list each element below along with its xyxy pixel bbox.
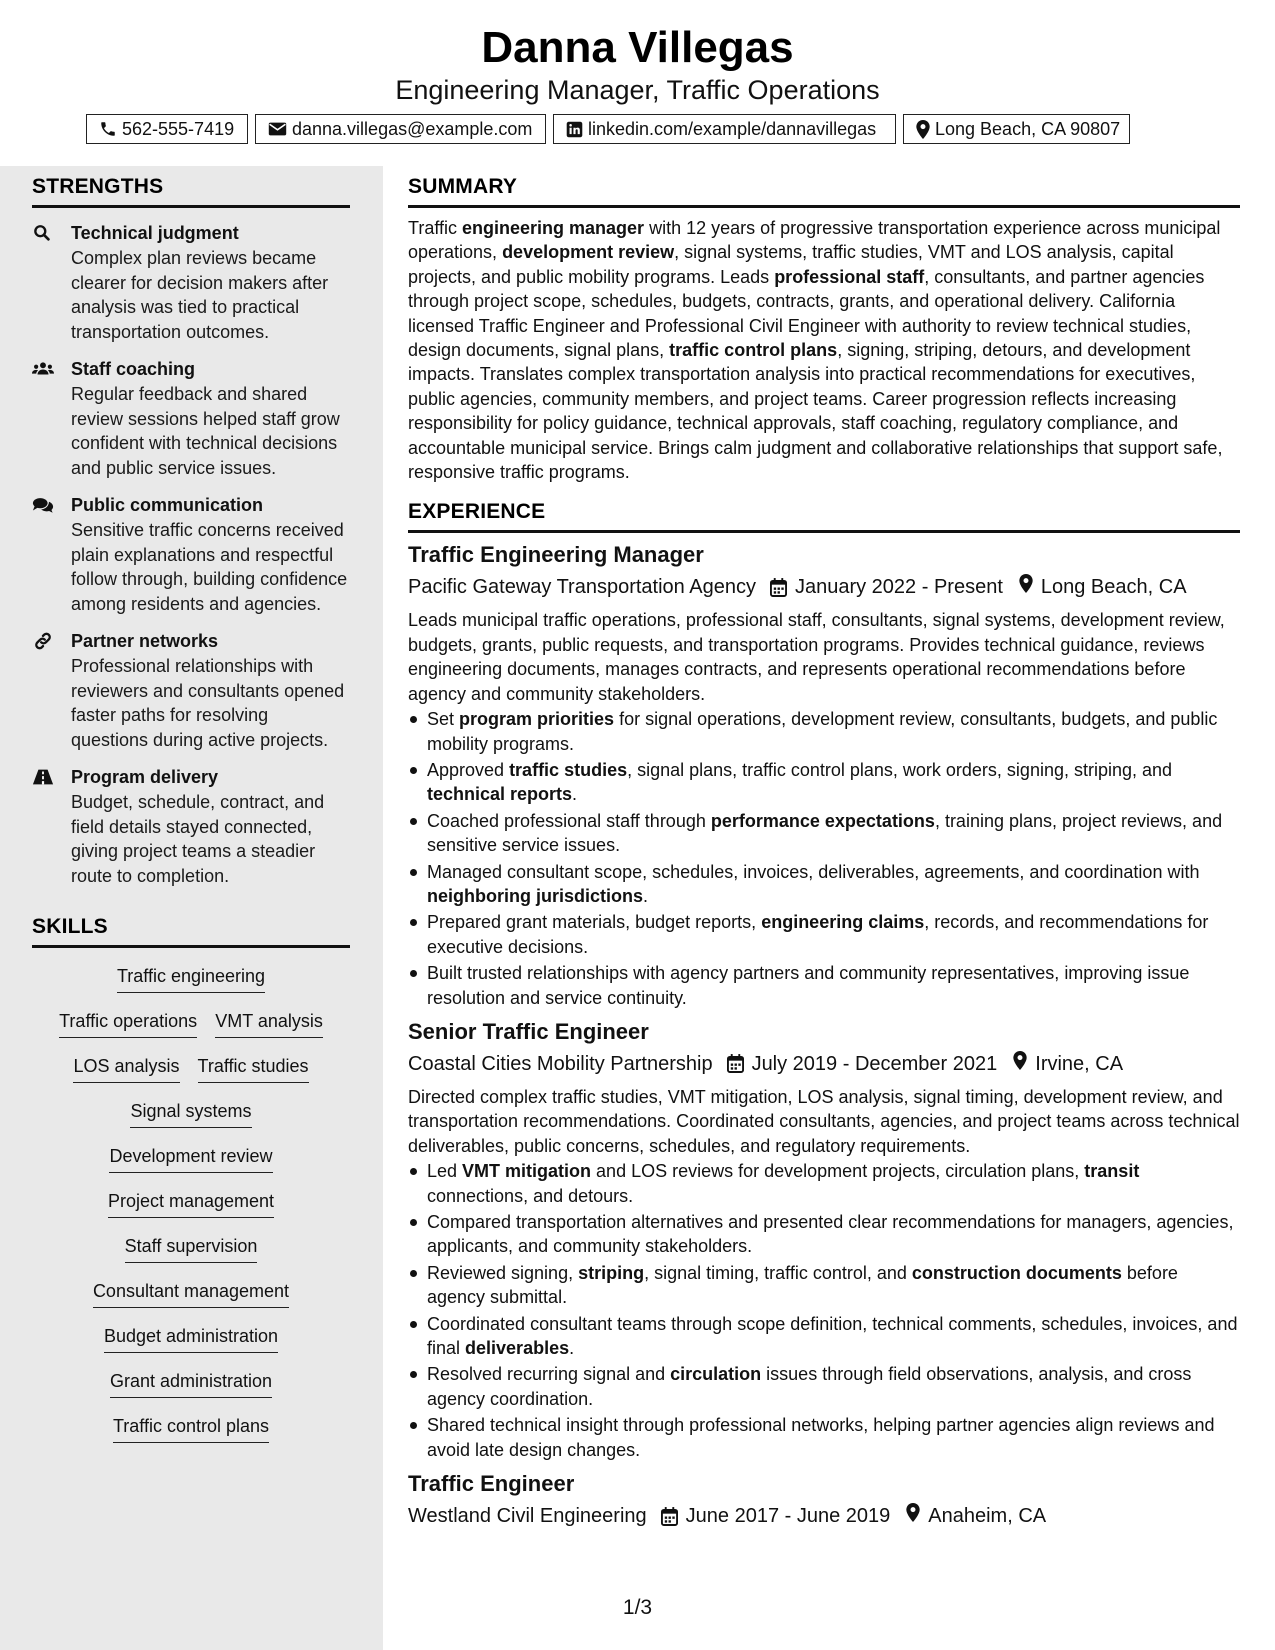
- job-bullet: [408, 758, 1240, 807]
- skill-row: [32, 1271, 350, 1316]
- summary-keyword: engineering manager: [462, 218, 645, 238]
- job-meta: [408, 1049, 1240, 1079]
- strength-item: [32, 357, 350, 480]
- job-bullet: [408, 809, 1240, 858]
- contact-phone-text: 562-555-7419: [122, 118, 235, 139]
- job-bullet: [408, 961, 1240, 1010]
- bullet-text: Shared technical insight through professional networks, helping partner agencies align reviews and avoid late design changes.: [427, 1415, 1215, 1460]
- map-pin-icon: [1019, 574, 1033, 593]
- candidate-title: Engineering Manager, Traffic Operations: [395, 75, 880, 105]
- job-bullet: [408, 1159, 1240, 1208]
- job-entry: [408, 1469, 1240, 1531]
- phone-icon: [99, 120, 117, 138]
- job-bullets: [408, 707, 1240, 1010]
- skill-tag: Traffic operations: [59, 1009, 197, 1038]
- bullet-text: before agency submittal.: [427, 1262, 1178, 1308]
- contact-email-text: danna.villegas@example.com: [292, 118, 533, 139]
- job-title: Traffic Engineering Manager: [408, 542, 704, 568]
- job-description: Leads municipal traffic operations, professional staff, consultants, signal systems, development review, budgets, grants, public requests, and transportation programs. Provides technical guidance, reviews engineering documents, manages contracts, and represents operational recommendations before agency and community stakeholders.: [408, 610, 1225, 704]
- skill-tag: Traffic engineering: [117, 964, 265, 993]
- experience-heading: EXPERIENCE: [408, 499, 1240, 533]
- strength-title: Technical judgment: [71, 223, 239, 243]
- job-location-wrap: [1003, 572, 1041, 602]
- job-entry: [408, 1017, 1240, 1462]
- job-bullet: [408, 910, 1240, 959]
- bullet-keyword: transit: [1084, 1161, 1140, 1182]
- skill-tag: Traffic studies: [198, 1054, 309, 1083]
- skill-tag: Staff supervision: [125, 1234, 258, 1263]
- map-pin-icon: [916, 120, 930, 139]
- job-location: Irvine, CA: [1035, 1052, 1124, 1075]
- bullet-text: and LOS reviews for development projects, circulation plans,: [591, 1161, 1085, 1182]
- strength-desc: Sensitive traffic concerns received plain explanations and respectful follow through, building confidence among residents and agencies.: [71, 520, 348, 614]
- contact-linkedin[interactable]: [553, 114, 896, 144]
- bullet-text: .: [572, 784, 578, 805]
- bullet-text: Compared transportation alternatives and presented clear recommendations for managers, agencies, applicants, and community stakeholders.: [427, 1212, 1234, 1257]
- bullet-text: , training plans, project reviews, and sensitive service issues.: [427, 810, 1223, 856]
- strength-item: [32, 765, 350, 888]
- search-icon: [32, 224, 54, 242]
- contact-phone[interactable]: [86, 114, 248, 144]
- linkedin-icon: [566, 121, 583, 138]
- job-bullets: [408, 1159, 1240, 1462]
- summary-text-part: , signal systems, traffic studies, VMT and LOS analysis, capital projects, and public mobility programs. Leads: [408, 242, 1174, 287]
- job-bullet: [408, 707, 1240, 756]
- skill-row: [32, 1361, 350, 1406]
- road-icon: [32, 768, 54, 786]
- strength-title: Staff coaching: [71, 359, 196, 379]
- job-dates: January 2022 - Present: [794, 576, 1003, 599]
- bullet-keyword: technical reports: [427, 784, 573, 805]
- page-number-text: 1/3: [622, 1596, 653, 1619]
- bullet-text: Built trusted relationships with agency partners and community representatives, improving issue resolution and service continuity.: [427, 963, 1190, 1008]
- skill-row: [32, 1091, 350, 1136]
- summary-text-part: with 12 years of progressive transportation experience across municipal operations,: [408, 218, 1221, 263]
- map-pin-icon: [906, 1503, 920, 1522]
- sidebar: [0, 166, 383, 1650]
- bullet-keyword: VMT mitigation: [462, 1161, 592, 1182]
- bullet-text: Reviewed signing,: [427, 1262, 579, 1283]
- skill-tag: Consultant management: [93, 1279, 289, 1308]
- contact-bar: [86, 114, 1130, 144]
- bullet-text: Led: [427, 1161, 463, 1182]
- strengths-heading: STRENGTHS: [32, 174, 350, 208]
- summary-keyword: traffic control plans: [669, 340, 838, 361]
- job-location: Anaheim, CA: [928, 1505, 1047, 1528]
- contact-location[interactable]: [903, 114, 1130, 144]
- bullet-keyword: engineering claims: [761, 912, 925, 933]
- job-bullet: [408, 1261, 1240, 1310]
- summary-text-part: Traffic: [408, 218, 463, 238]
- strength-item: [32, 493, 350, 616]
- skill-row: [32, 956, 350, 1001]
- job-title: Traffic Engineer: [408, 1471, 575, 1497]
- summary-keyword: professional staff: [774, 266, 925, 287]
- job-company: Coastal Cities Mobility Partnership: [408, 1052, 713, 1075]
- job-bullet: [408, 1362, 1240, 1411]
- page-number: [0, 1596, 1275, 1620]
- summary-text-part: , consultants, and partner agencies through project scope, schedules, budgets, contracts, grants, and operational delivery. California licensed Traffic Engineer and Professional Civil Engineer with authority to review technical studies, design documents, signal plans,: [408, 266, 1205, 361]
- main-content: [408, 166, 1240, 1531]
- bullet-text: Coordinated consultant teams through scope definition, technical comments, schedules, invoices, and final: [427, 1313, 1238, 1359]
- strength-desc: Complex plan reviews became clearer for decision makers after analysis was tied to practical transportation outcomes.: [71, 248, 329, 342]
- skill-row: [32, 1226, 350, 1271]
- strength-title: Partner networks: [71, 631, 219, 651]
- job-meta: [408, 1501, 1240, 1531]
- envelope-icon: [268, 121, 287, 137]
- calendar-icon: [770, 578, 787, 597]
- strengths-section: [32, 174, 350, 1451]
- skill-tag: Project management: [108, 1189, 274, 1218]
- skill-tag: VMT analysis: [215, 1009, 323, 1038]
- bullet-text: .: [569, 1338, 575, 1359]
- job-dates: June 2017 - June 2019: [685, 1505, 891, 1528]
- calendar-icon: [727, 1054, 744, 1073]
- strength-item: [32, 221, 350, 344]
- bullet-text: Managed consultant scope, schedules, invoices, deliverables, agreements, and coordination with: [427, 861, 1200, 882]
- bullet-text: Resolved recurring signal and: [427, 1364, 671, 1385]
- skills-heading: SKILLS: [32, 914, 350, 948]
- strength-item: [32, 629, 350, 752]
- skill-tag: Budget administration: [104, 1324, 278, 1353]
- bullet-text: connections, and detours.: [427, 1185, 634, 1206]
- job-location-wrap: [890, 1501, 928, 1531]
- bullet-text: Coached professional staff through: [427, 810, 711, 831]
- users-icon: [32, 360, 54, 378]
- job-title: Senior Traffic Engineer: [408, 1018, 649, 1044]
- skill-row: [32, 1136, 350, 1181]
- bullet-keyword: neighboring jurisdictions: [427, 885, 643, 906]
- resume-header: [0, 0, 1275, 166]
- summary-text-part: , signing, striping, detours, and development impacts. Translates complex transportation analysis into practical recommendations for executives, public agencies, community members, and project teams. Career progression reflects increasing responsibility for policy guidance, technical approvals, staff coaching, regulatory compliance, and accountable municipal service. Brings calm judgment and collaborative relationships that support safe, responsive traffic programs.: [408, 340, 1223, 483]
- bullet-text: for signal operations, development review, consultants, budgets, and public mobility programs.: [427, 709, 1218, 754]
- strength-desc: Professional relationships with reviewers and consultants opened faster paths for resolving questions during active projects.: [71, 656, 345, 750]
- job-location: Long Beach, CA: [1040, 576, 1187, 599]
- skills-list: [32, 956, 350, 1451]
- job-description: Directed complex traffic studies, VMT mitigation, LOS analysis, signal timing, development review, and transportation recommendations. Coordinated consultants, agencies, and project teams across technical deliverables, public concerns, schedules, and regulatory requirements.: [408, 1086, 1240, 1156]
- bullet-keyword: deliverables: [465, 1338, 570, 1359]
- bullet-text: , records, and recommendations for executive decisions.: [427, 912, 1209, 957]
- strength-desc: Regular feedback and shared review sessions helped staff grow confident with technical decisions and public service issues.: [71, 384, 340, 478]
- contact-linkedin-text: linkedin.com/example/dannavillegas: [588, 118, 877, 139]
- job-bullet: [408, 860, 1240, 909]
- job-bullet: [408, 1210, 1240, 1259]
- bullet-text: , signal plans, traffic control plans, work orders, signing, striping, and: [627, 759, 1173, 780]
- summary-keyword: development review: [502, 242, 675, 263]
- skill-tag: Traffic control plans: [113, 1414, 269, 1443]
- strength-desc: Budget, schedule, contract, and field details stayed connected, giving project teams a steadier route to completion.: [71, 792, 325, 886]
- job-company: Pacific Gateway Transportation Agency: [408, 576, 756, 599]
- job-meta: [408, 572, 1240, 602]
- bullet-keyword: circulation: [670, 1364, 762, 1385]
- bullet-text: .: [643, 885, 649, 906]
- skill-tag: Development review: [109, 1144, 272, 1173]
- skill-tag: LOS analysis: [73, 1054, 179, 1083]
- bullet-text: Approved: [427, 759, 510, 780]
- bullet-text: , signal timing, traffic control, and: [644, 1262, 912, 1283]
- bullet-keyword: striping: [578, 1262, 645, 1283]
- map-pin-icon: [1013, 1051, 1027, 1070]
- calendar-icon: [661, 1507, 678, 1526]
- job-dates: July 2019 - December 2021: [751, 1052, 998, 1075]
- skill-tag: Signal systems: [130, 1099, 251, 1128]
- link-icon: [32, 632, 54, 650]
- skill-tag: Grant administration: [110, 1369, 272, 1398]
- summary-heading: SUMMARY: [408, 174, 1240, 208]
- job-company: Westland Civil Engineering: [408, 1505, 647, 1528]
- skill-row: [32, 1316, 350, 1361]
- job-location-wrap: [997, 1049, 1035, 1079]
- bullet-keyword: traffic studies: [509, 759, 628, 780]
- skill-row: [32, 1181, 350, 1226]
- skill-row: [32, 1046, 350, 1091]
- strength-title: Public communication: [71, 495, 264, 515]
- candidate-name: Danna Villegas: [481, 23, 794, 72]
- contact-location-text: Long Beach, CA 90807: [935, 118, 1121, 139]
- bullet-keyword: performance expectations: [710, 810, 935, 831]
- job-bullet: [408, 1413, 1240, 1462]
- job-bullet: [408, 1312, 1240, 1361]
- bullet-keyword: program priorities: [459, 709, 615, 730]
- bullet-text: Set: [427, 709, 460, 730]
- bullet-keyword: construction documents: [911, 1262, 1122, 1283]
- job-entry: [408, 540, 1240, 1010]
- contact-email[interactable]: [255, 114, 546, 144]
- strength-title: Program delivery: [71, 767, 219, 787]
- bullet-text: Prepared grant materials, budget reports,: [427, 912, 762, 933]
- skill-row: [32, 1001, 350, 1046]
- bullet-text: issues through field observations, analysis, and cross agency coordination.: [427, 1364, 1192, 1409]
- comments-icon: [32, 496, 54, 514]
- skill-row: [32, 1406, 350, 1451]
- summary-text: [408, 216, 1240, 484]
